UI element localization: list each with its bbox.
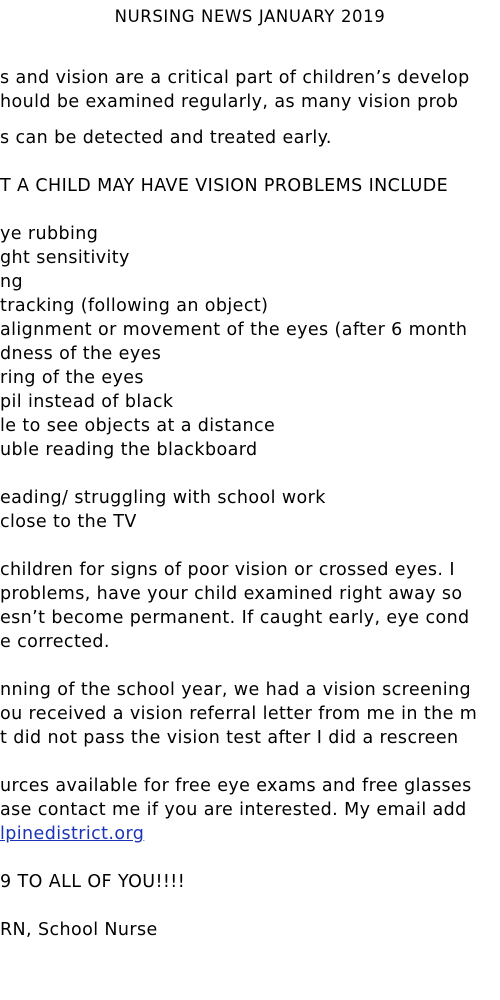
signature-line: RN, School Nurse (0, 920, 158, 940)
intro-line-1: s and vision are a critical part of children’s develop (0, 68, 470, 88)
greeting-line: 9 TO ALL OF YOU!!!! (0, 872, 186, 892)
screening-line-2: ou received a vision referral letter from me in the m (0, 704, 478, 724)
intro-line-2: hould be examined regularly, as many vision prob (0, 92, 459, 112)
watch-line-4: e corrected. (0, 632, 110, 652)
watch-line-2: problems, have your child examined right away so (0, 584, 463, 604)
sign-item-distance-vision: le to see objects at a distance (0, 416, 276, 436)
sign-item-tracking: tracking (following an object) (0, 296, 269, 316)
sign-item-misalignment: alignment or movement of the eyes (after 6 month (0, 320, 468, 340)
sign-item-redness: dness of the eyes (0, 344, 162, 364)
sign-item-light-sensitivity: ght sensitivity (0, 248, 130, 268)
sign-item-squinting: ng (0, 272, 23, 292)
watch-line-3: esn’t become permanent. If caught early, eye cond (0, 608, 470, 628)
intro-line-3: s can be detected and treated early. (0, 128, 332, 148)
sign-item-reading-struggle: eading/ struggling with school work (0, 488, 326, 508)
screening-line-3: t did not pass the vision test after I did a rescreen (0, 728, 459, 748)
sign-item-tearing: ring of the eyes (0, 368, 144, 388)
screening-line-1: nning of the school year, we had a vision screening (0, 680, 471, 700)
watch-line-1: children for signs of poor vision or crossed eyes. I (0, 560, 455, 580)
signs-heading: T A CHILD MAY HAVE VISION PROBLEMS INCLUDE (0, 176, 449, 196)
sign-item-eye-rubbing: ye rubbing (0, 224, 99, 244)
sign-item-close-to-tv: close to the TV (0, 512, 137, 532)
sign-item-white-pupil: pil instead of black (0, 392, 174, 412)
sign-item-blackboard: uble reading the blackboard (0, 440, 258, 460)
email-link[interactable]: lpinedistrict.org (0, 824, 145, 844)
resources-line-2: ase contact me if you are interested. My email add (0, 800, 467, 820)
newsletter-title: NURSING NEWS JANUARY 2019 (114, 7, 386, 26)
resources-line-1: urces available for free eye exams and free glasses (0, 776, 472, 796)
